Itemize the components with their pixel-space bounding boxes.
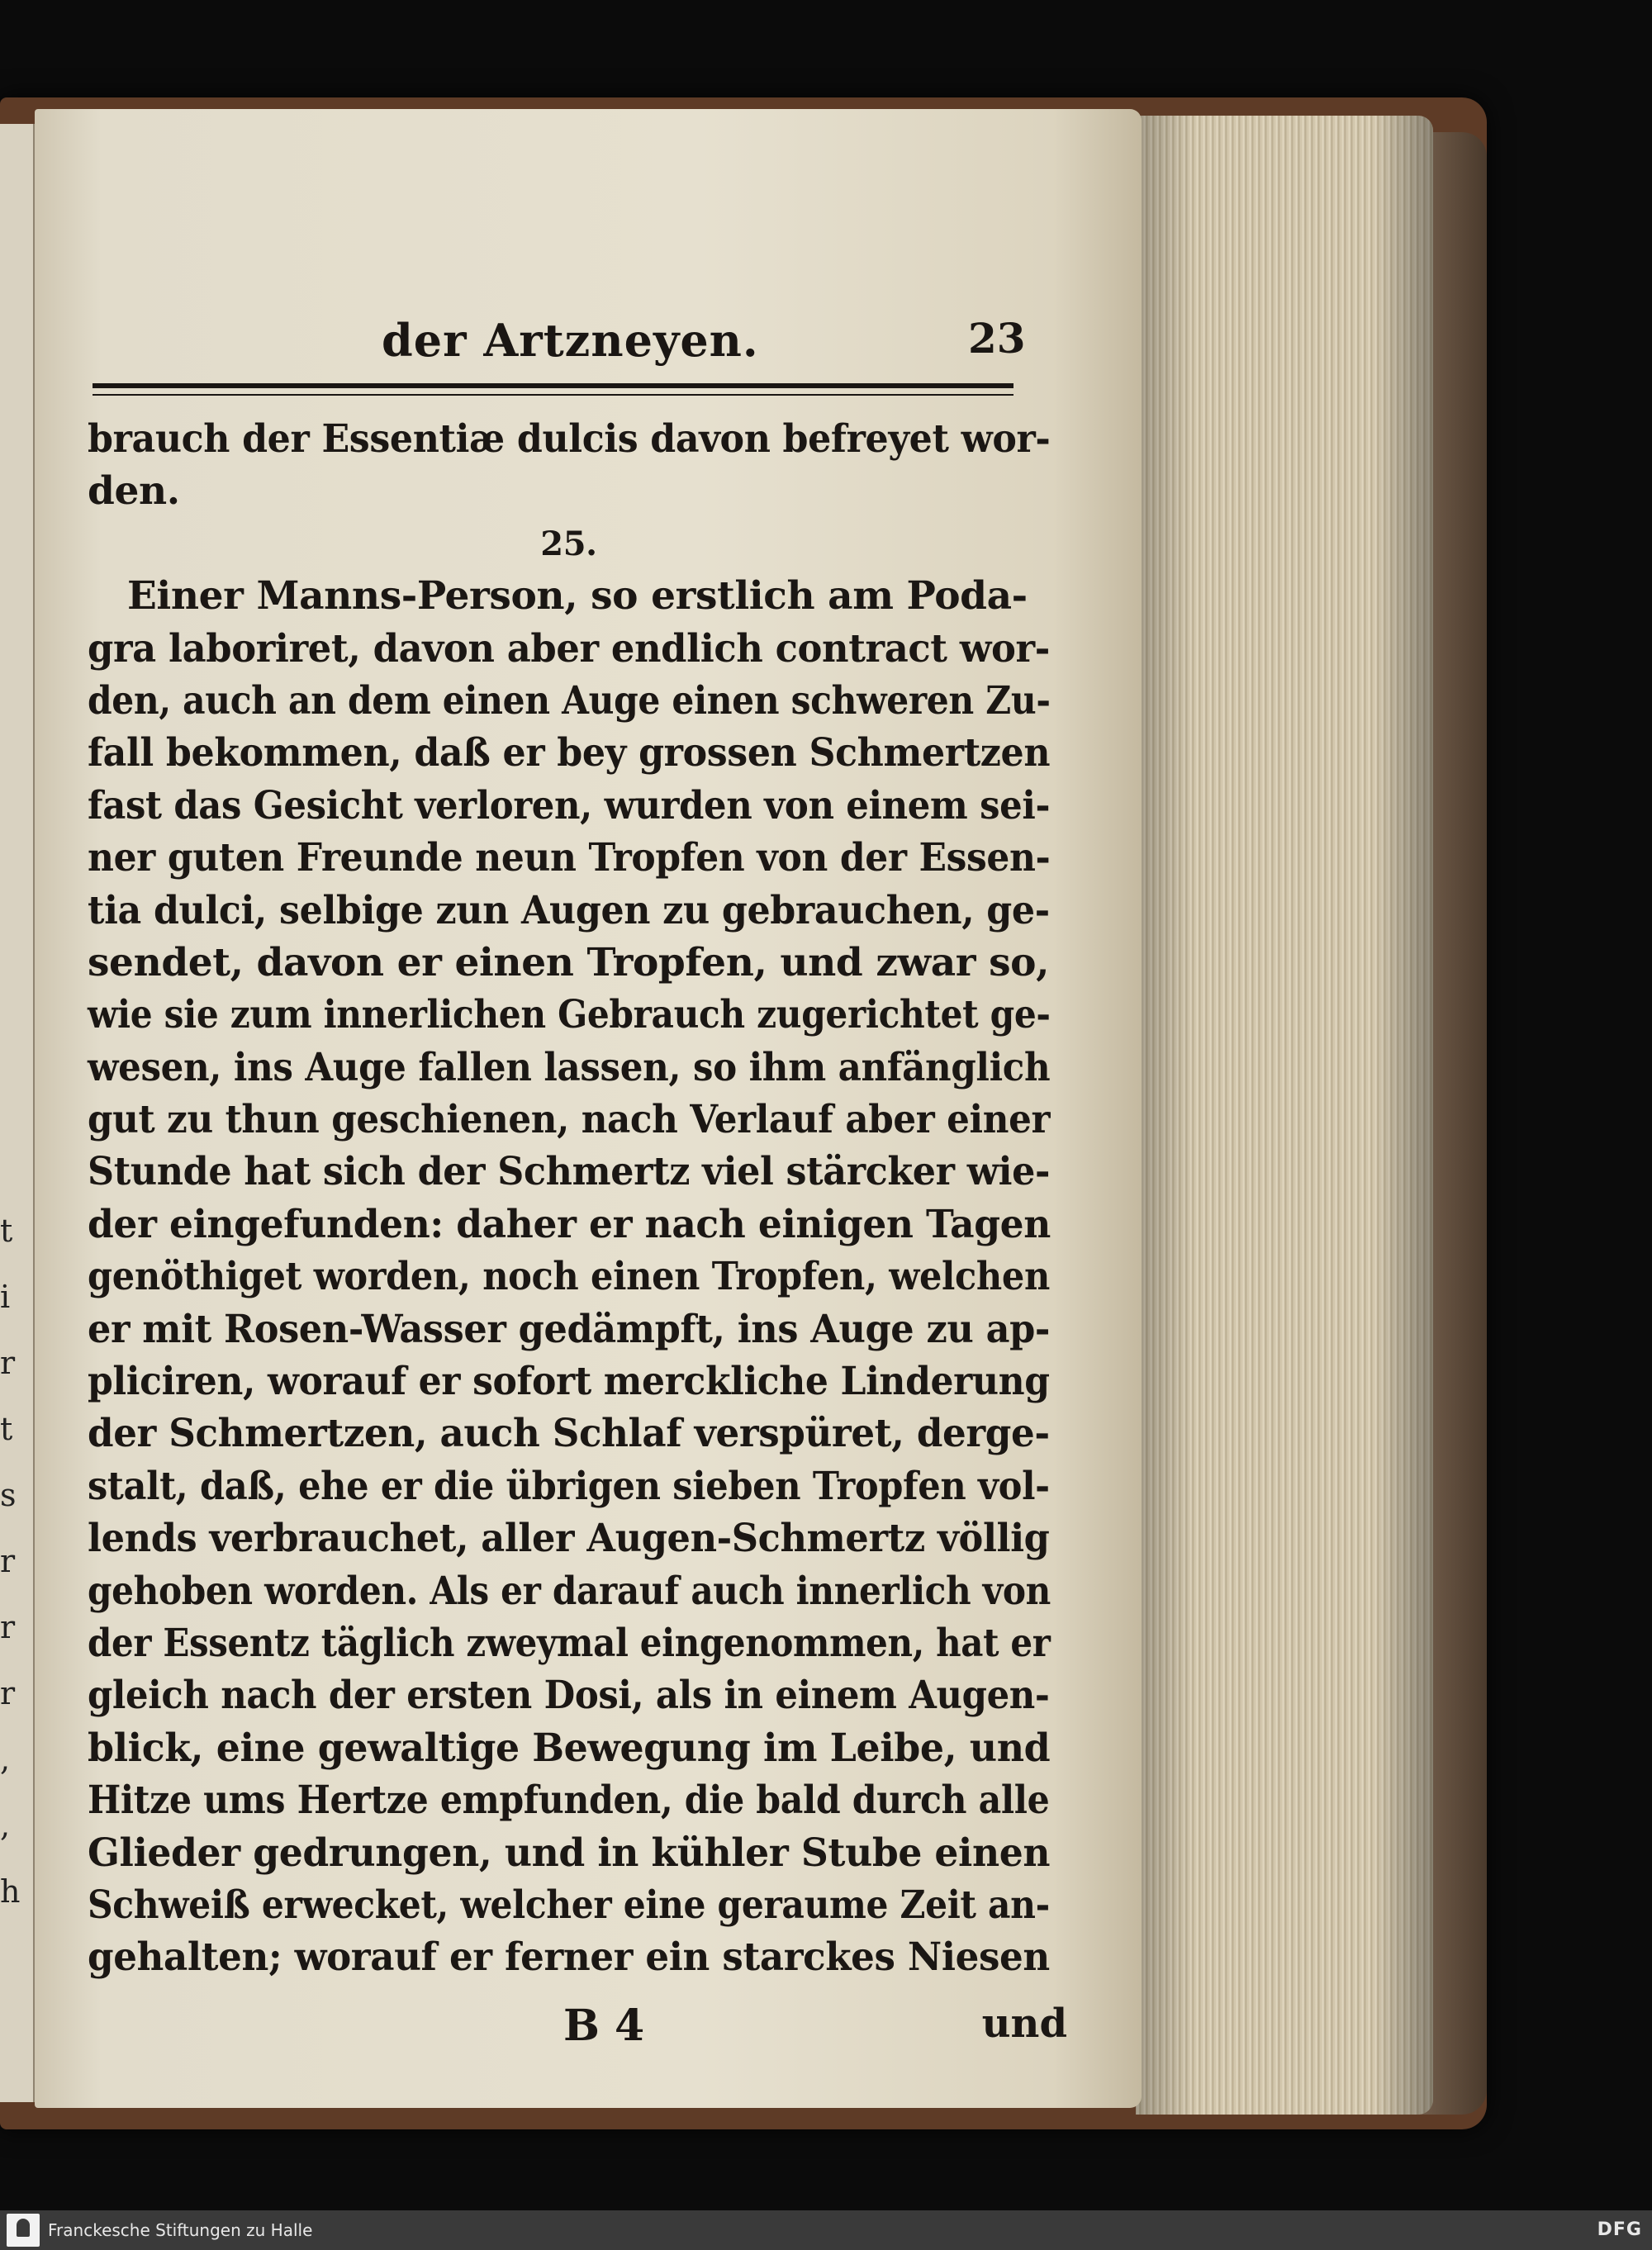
running-head: der Artzneyen. [382, 314, 759, 367]
text-line: Schweiß erwecket, welcher eine geraume Zeit an- [88, 1882, 1050, 1928]
text-line: er mit Rosen-Wasser gedämpft, ins Auge zu ap- [88, 1306, 1051, 1352]
text-line: gehoben worden. Als er darauf auch innerlich von [88, 1568, 1051, 1614]
attribution-bar [0, 2210, 1652, 2250]
text-line: der Schmertzen, auch Schlaf verspüret, derge- [88, 1411, 1050, 1457]
text-line: der Essentz täglich zweymal eingenommen, hat er [88, 1620, 1051, 1666]
institution-name: Franckesche Stiftungen zu Halle [48, 2220, 313, 2240]
text-line: den. [88, 468, 180, 515]
page-footer [563, 2001, 1075, 2058]
page-header [382, 314, 1042, 372]
text-line: gut zu thun geschienen, nach Verlauf aber einer [88, 1097, 1051, 1143]
text-line: brauch der Essentiæ dulcis davon befreyet wor- [88, 416, 1051, 462]
text-line: ner guten Freunde neun Tropfen von der Essen- [88, 835, 1051, 881]
text-line: pliciren, worauf er sofort merckliche Linderung [88, 1359, 1050, 1405]
text-line: fall bekommen, daß er bey grossen Schmertzen [88, 730, 1051, 776]
text-line: fast das Gesicht verloren, wurden von einem sei- [88, 782, 1051, 828]
text-line: Glieder gedrungen, und in kühler Stube einen [88, 1830, 1051, 1876]
catchword: und [981, 2001, 1067, 2047]
signature-mark: B 4 [563, 2001, 645, 2051]
text-line: blick, eine gewaltige Bewegung im Leibe, und [88, 1725, 1051, 1771]
section-number: 25. [540, 524, 597, 563]
header-rule [93, 383, 1014, 388]
body-text [88, 413, 1050, 1984]
funder-logo: DFG [1597, 2219, 1642, 2240]
text-line: Hitze ums Hertze empfunden, die bald durch alle [88, 1778, 1050, 1824]
institution-logo-icon [7, 2214, 40, 2247]
text-line: gehalten; worauf er ferner ein starckes Niesen [88, 1934, 1050, 1981]
right-page [35, 109, 1142, 2108]
text-line: wesen, ins Auge fallen lassen, so ihm anfänglich [88, 1044, 1051, 1090]
text-line: genöthiget worden, noch einen Tropfen, welchen [88, 1254, 1050, 1300]
text-line: sendet, davon er einen Tropfen, und zwar so, [88, 939, 1050, 985]
text-line: gleich nach der ersten Dosi, als in einem Augen- [88, 1673, 1050, 1719]
left-page-fragments: t i r t s r r r , , h [0, 1213, 21, 1910]
text-line: gra laboriret, davon aber endlich contract wor- [88, 625, 1050, 672]
text-line: den, auch an dem einen Auge einen schweren Zu- [88, 677, 1051, 724]
text-line: wie sie zum innerlichen Gebrauch zugerichtet ge- [88, 992, 1051, 1038]
text-line: stalt, daß, ehe er die übrigen sieben Tropfen vol- [88, 1463, 1050, 1509]
text-line: Einer Manns-Person, so erstlich am Poda- [127, 573, 1028, 619]
left-page [0, 124, 36, 2102]
text-line: lends verbrauchet, aller Augen-Schmertz völlig [88, 1516, 1050, 1562]
text-line: Stunde hat sich der Schmertz viel stärcker wie- [88, 1149, 1051, 1195]
text-line: tia dulci, selbige zun Augen zu gebrauchen, ge- [88, 887, 1050, 933]
page-number: 23 [968, 314, 1026, 363]
text-line: der eingefunden: daher er nach einigen Tagen [88, 1201, 1051, 1247]
